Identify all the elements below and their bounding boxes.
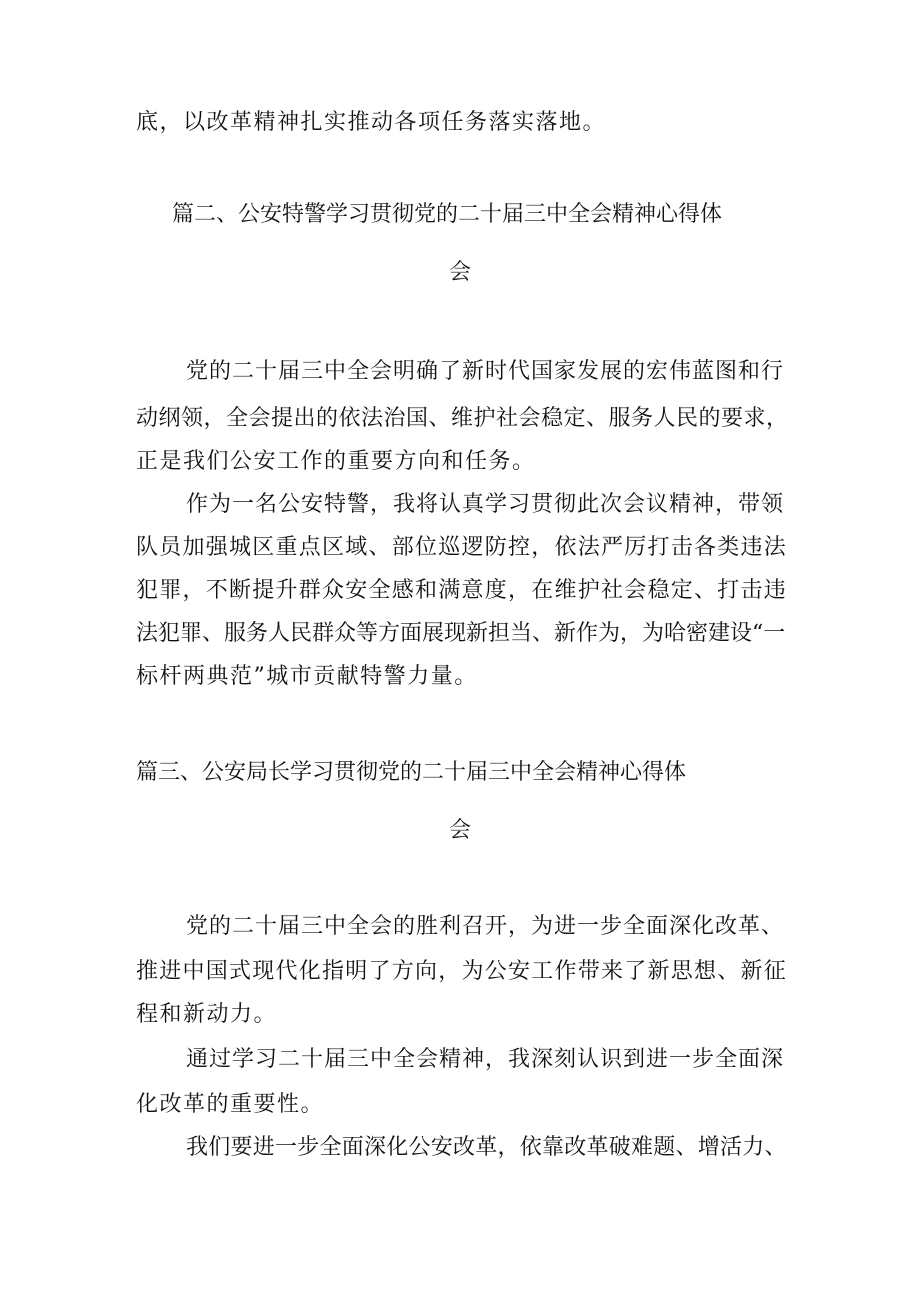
section3-heading-line2: 会 xyxy=(448,818,471,843)
s2-p2-line2: 队员加强城区重点区域、部位巡逻防控，依法严厉打击各类违法 xyxy=(136,535,788,560)
section2-heading-line1: 篇二、公安特警学习贯彻党的二十届三中全会精神心得体 xyxy=(172,202,723,227)
s2-p2-line3: 犯罪，不断提升群众安全感和满意度，在维护社会稳定、打击违 xyxy=(136,578,788,603)
section3-heading-line1: 篇三、公安局长学习贯彻党的二十届三中全会精神心得体 xyxy=(136,760,687,785)
continuation-line: 底，以改革精神扎实推动各项任务落实落地。 xyxy=(136,110,607,135)
s2-p1-line3: 正是我们公安工作的重要方向和任务。 xyxy=(136,449,536,474)
s2-p2-line1: 作为一名公安特警，我将认真学习贯彻此次会议精神，带领 xyxy=(186,492,785,517)
s3-p2-line1: 通过学习二十届三中全会精神，我深刻认识到进一步全面深 xyxy=(186,1047,785,1072)
s3-p1-line3: 程和新动力。 xyxy=(136,1002,278,1027)
section2-heading-line2: 会 xyxy=(448,260,471,285)
s2-p1-line2: 动纲领，全会提出的依法治国、维护社会稳定、服务人民的要求， xyxy=(136,406,789,431)
s3-p2-line2: 化改革的重要性。 xyxy=(136,1092,325,1117)
s3-p3-line1: 我们要进一步全面深化公安改革，依靠改革破难题、增活力、 xyxy=(186,1135,787,1160)
s2-p2-line4: 法犯罪、服务人民群众等方面展现新担当、新作为，为哈密建设“一 xyxy=(136,621,786,646)
s3-p1-line2: 推进中国式现代化指明了方向，为公安工作带来了新思想、新征 xyxy=(136,959,788,984)
s3-p1-line1: 党的二十届三中全会的胜利召开，为进一步全面深化改革、 xyxy=(186,914,785,939)
s2-p1-line1: 党的二十届三中全会明确了新时代国家发展的宏伟蓝图和行 xyxy=(186,359,785,384)
s2-p2-line5: 标杆两典范”城市贡献特警力量。 xyxy=(136,664,478,689)
